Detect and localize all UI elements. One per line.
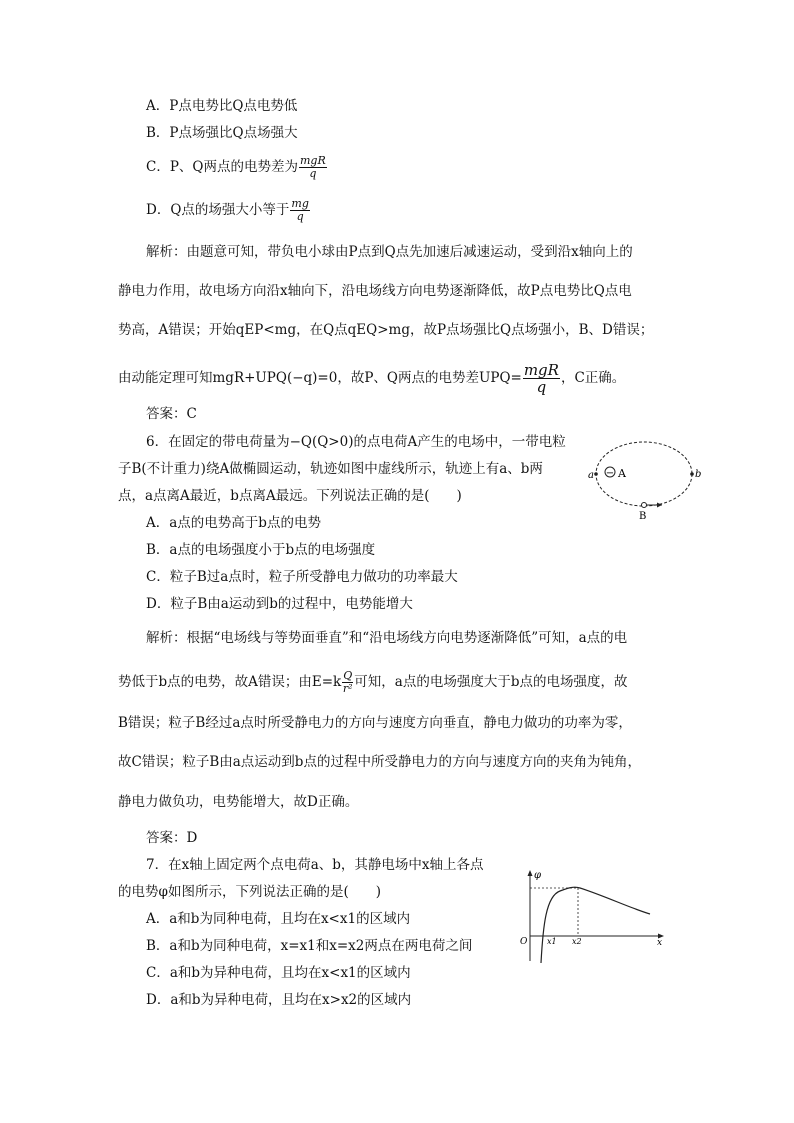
q6-stem-line-2: 子B(不计重力)绕A做椭圆运动，轨迹如图中虚线所示，轨迹上有a、b两 [118, 461, 543, 477]
particle-B-label: B [639, 511, 647, 522]
q7-option-a: A．a和b为同种电荷，且均在x<x1的区域内 [146, 911, 411, 927]
point-b-dot [690, 472, 694, 476]
q6-expl-numerator: Q [343, 669, 353, 682]
x-axis-label: x [657, 938, 663, 948]
q5-optc-numerator: mgR [299, 154, 326, 167]
point-a-dot [594, 472, 598, 476]
q6-option-a: A．a点的电势高于b点的电势 [146, 515, 321, 531]
q5-answer: 答案：C [146, 406, 197, 422]
x1-label: x1 [547, 937, 557, 946]
q7-stem-line-1: 7．在x轴上固定两个点电荷a、b，其静电场中x轴上各点 [146, 857, 484, 873]
q5-expl-denominator: q [536, 378, 547, 396]
q5-explanation-line-4: 由动能定理可知mgR+UPQ(−q)=0，故P、Q两点的电势差UPQ= $\frac{\text{mgR}}{q}$ ，C正确。 [118, 361, 626, 396]
y-axis-label: φ [534, 870, 542, 881]
origin-label: O [520, 937, 528, 947]
q5-expl-numerator: mgR [523, 361, 559, 379]
q7-option-b: B．a和b为同种电荷，x=x1和x=x2两点在两电荷之间 [146, 938, 473, 954]
q7-stem-line-2: 的电势φ如图所示，下列说法正确的是( ) [118, 884, 381, 900]
y-axis-arrow [528, 870, 533, 876]
q5-explanation-line-1: 解析：由题意可知，带负电小球由P点到Q点先加速后减速运动，受到沿x轴向上的 [146, 244, 633, 260]
q6-orbit-diagram [586, 435, 706, 525]
charge-sign: − [605, 468, 615, 479]
q5-option-d: D．Q点的场强大小等于 $\frac{mg}{q}$ [146, 197, 309, 223]
velocity-arrowhead [657, 503, 662, 508]
point-a-label: a [588, 470, 594, 481]
q5-option-b: B．P点场强比Q点场强大 [146, 125, 298, 141]
q5-optd-numerator: mg [291, 197, 309, 210]
q7-option-d: D．a和b为异种电荷，且均在x>x2的区域内 [146, 992, 412, 1008]
q5-option-a: A．P点电势比Q点电势低 [146, 98, 298, 114]
q6-option-c: C．粒子B过a点时，粒子所受静电力做功的功率最大 [146, 569, 458, 585]
q6-explanation-line-1: 解析：根据“电场线与等势面垂直”和“沿电场线方向电势逐渐降低”可知，a点的电 [146, 630, 628, 646]
q7-potential-graph [510, 866, 670, 966]
q6-stem-line-3: 点，a点离A最近，b点离A最远。下列说法正确的是( ) [118, 488, 462, 504]
x2-label: x2 [572, 937, 582, 946]
q6-stem-line-1: 6．在固定的带电荷量为−Q(Q>0)的点电荷A产生的电场中，一带电粒 [146, 434, 566, 450]
q6-explanation-line-5: 静电力做负功，电势能增大，故D正确。 [118, 794, 359, 810]
point-b-label: b [695, 469, 702, 480]
q6-explanation-line-2: 势低于b点的电势，故A错误；由E=k $\frac{Q}{\text{r²}}$ 可知，a点的电场强度大于b点的电场强度，故 [118, 669, 628, 695]
charge-A-label: A [618, 467, 626, 480]
q5-explanation-line-2: 静电力作用，故电场方向沿x轴向下，沿电场线方向电势逐渐降低，故P点电势比Q点电 [118, 283, 632, 299]
q7-option-c: C．a和b为异种电荷，且均在x<x1的区域内 [146, 965, 411, 981]
q5-explanation-line-3: 势高，A错误；开始qEP<mg，在Q点qEQ>mg，故P点场强比Q点场强小，B、D错误； [118, 322, 654, 338]
q5-option-c: C．P、Q两点的电势差为 $\frac{\text{mgR}}{q}$ [146, 154, 326, 180]
q6-explanation-line-4: 故C错误；粒子B由a点运动到b点的过程中所受静电力的方向与速度方向的夹角为钝角， [118, 754, 641, 770]
q6-explanation-line-3: B错误；粒子B经过a点时所受静电力的方向与速度方向垂直，静电力做功的功率为零， [118, 715, 632, 731]
potential-curve [541, 887, 650, 963]
q6-answer: 答案：D [146, 830, 198, 846]
q6-option-b: B．a点的电场强度小于b点的电场强度 [146, 542, 376, 558]
q6-expl-denominator: r² [342, 682, 353, 695]
particle-B [642, 503, 647, 508]
q6-option-d: D．粒子B由a运动到b的过程中，电势能增大 [146, 596, 413, 612]
q5-optd-denominator: q [296, 210, 304, 223]
q5-optc-denominator: q [309, 167, 317, 180]
